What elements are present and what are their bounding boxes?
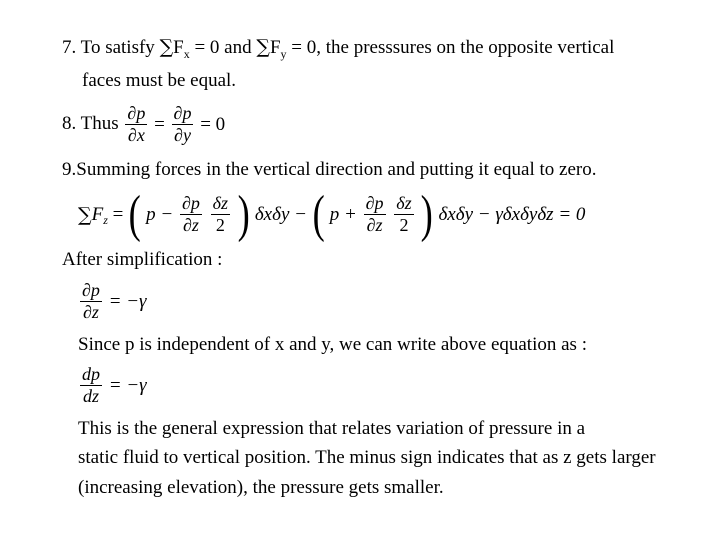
fraction-dz-2: [211, 193, 230, 236]
item7-eq0-b: = 0, the presssures on the opposite vertical: [291, 37, 615, 58]
conclusion-line-1: This is the general expression that relates variation of pressure in a: [78, 418, 586, 439]
left-paren-2: (: [312, 185, 325, 243]
item7-text-a: To satisfy: [80, 37, 155, 58]
since-text: Since p is independent of x and y, we can write above equation as :: [78, 334, 587, 355]
fraction-numerator: ∂p: [365, 193, 384, 214]
conclusion-line-2: static fluid to vertical position. The minus sign indicates that as z gets larger: [78, 447, 656, 468]
simplification-label: After simplification :: [62, 249, 223, 270]
fraction-dp-dz: [180, 193, 202, 236]
item7-line1: [62, 36, 614, 60]
fraction-denominator: ∂z: [182, 215, 199, 236]
fraction-dp-dy: [172, 103, 194, 146]
total-derivative-equation: [78, 362, 147, 409]
equals-sign: =: [154, 113, 165, 135]
pressure-plus: p +: [329, 203, 357, 225]
left-paren-1: (: [128, 185, 141, 243]
item7-eq0-a: = 0 and: [194, 37, 252, 58]
fx-subscript: x: [183, 47, 190, 61]
fraction-dp-dz-total: [80, 364, 102, 407]
fraction-numerator: ∂p: [127, 103, 146, 124]
fy-subscript: y: [280, 47, 287, 61]
fraction-denominator: dz: [82, 386, 99, 407]
fraction-denominator: ∂z: [366, 215, 383, 236]
item7-line2: faces must be equal.: [82, 70, 237, 91]
fraction-numerator: ∂p: [181, 193, 200, 214]
fraction-numerator: δz: [396, 193, 412, 214]
force-equation: [78, 186, 585, 243]
item9-text: Summing forces in the vertical direction and putting it equal to zero.: [76, 159, 597, 180]
right-paren-2: ): [420, 185, 434, 243]
sum-symbol: ∑: [78, 203, 92, 226]
item9-number: 9.: [62, 159, 77, 180]
equation-rhs: = −γ: [108, 290, 147, 312]
sum-symbol: ∑: [159, 36, 174, 58]
fraction-denominator: ∂z: [83, 302, 99, 323]
equation-rhs: = −γ: [108, 374, 147, 396]
fraction-dp-dz: [80, 280, 102, 323]
force-eq-tail: δxδy − γδxδyδz = 0: [438, 203, 586, 225]
sum-symbol: ∑: [256, 36, 270, 58]
fraction-numerator: dp: [82, 364, 100, 385]
fraction-dp-dx: [125, 103, 147, 146]
item8-lead: Thus: [80, 113, 119, 134]
fraction-denominator: ∂x: [127, 125, 145, 146]
equals-sign: =: [112, 203, 124, 225]
fraction-denominator: 2: [215, 215, 225, 236]
fraction-numerator: ∂p: [173, 103, 192, 124]
fraction-numerator: ∂p: [82, 280, 100, 301]
fraction-denominator: ∂y: [174, 125, 191, 146]
fraction-dp-dz: [364, 193, 386, 236]
force-subscript: z: [103, 213, 108, 227]
simplified-equation: [78, 278, 147, 325]
fraction-denominator: 2: [399, 215, 409, 236]
item9-line: [62, 159, 597, 181]
item8-line: [62, 100, 225, 149]
right-paren-1: ): [237, 185, 250, 243]
fx-base: F: [173, 37, 184, 58]
fy-base: F: [269, 37, 281, 58]
equals-zero: = 0: [200, 113, 226, 135]
item8-number: 8.: [62, 113, 77, 134]
conclusion-line-3: (increasing elevation), the pressure gets smaller.: [78, 477, 444, 498]
area-term-minus: δxδy −: [254, 203, 307, 225]
fraction-dz-2: [394, 193, 413, 236]
fraction-numerator: δz: [212, 193, 229, 214]
item7-number: 7.: [62, 37, 77, 58]
pressure-minus: p −: [146, 203, 174, 225]
force-f: F: [91, 203, 104, 225]
